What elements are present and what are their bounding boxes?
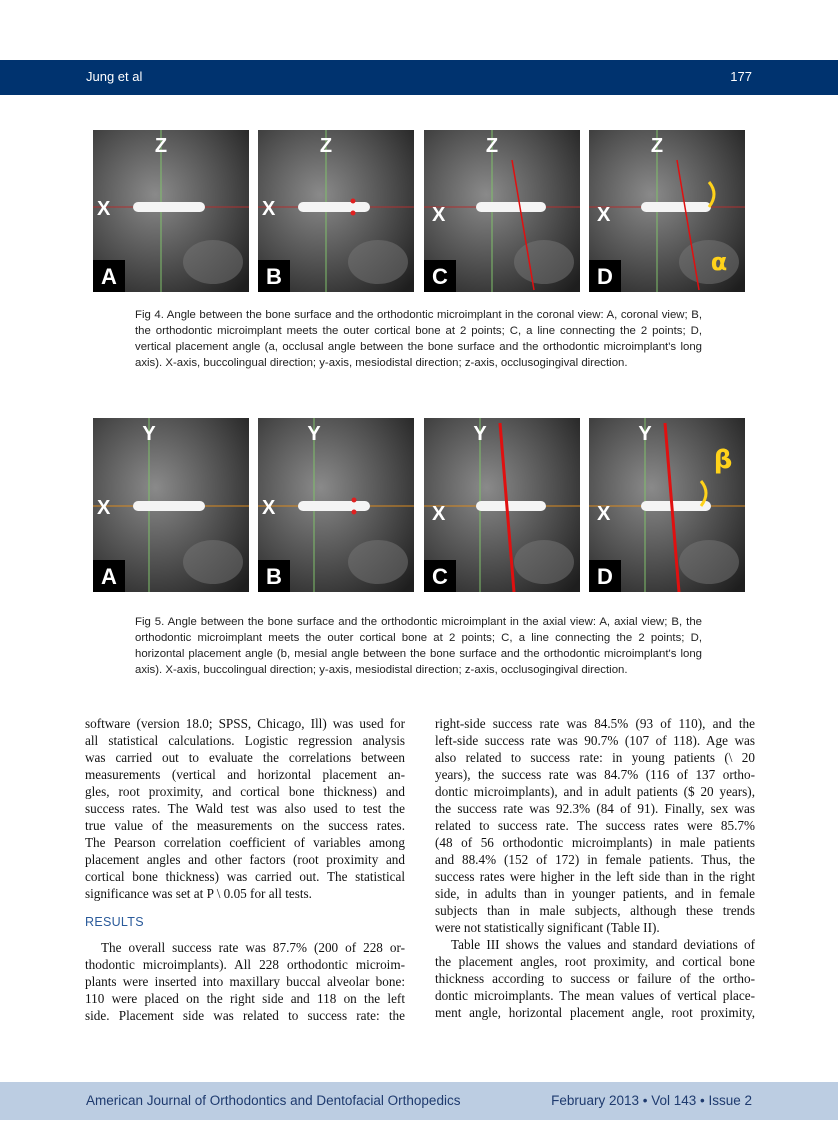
figure-panel [258, 130, 414, 292]
text-line: thodontic microimplants). All 228 orthodontic microim- [85, 957, 405, 972]
text-line: success rates. The Wald test was also used to test the [85, 801, 405, 816]
figure-panel [424, 130, 580, 292]
svg-text:C: C [431, 264, 448, 289]
text-line: were not statistically significant (Table II). [435, 920, 660, 935]
text-line: the success rate was 92.3% (84 of 91). Finally, sex was [435, 801, 755, 816]
text-line: thickness according to success or failure of the ortho- [435, 971, 755, 986]
svg-text:X: X [262, 497, 276, 519]
svg-text:Z: Z [154, 135, 168, 157]
svg-text:Z: Z [320, 135, 333, 157]
svg-text:Z: Z [650, 135, 664, 157]
text-line: dontic microimplants. The mean values of vertical place- [435, 988, 755, 1003]
figure-panel [589, 418, 745, 592]
figure-panel [424, 418, 580, 592]
journal-name: American Journal of Orthodontics and Dentofacial Orthopedics [86, 1093, 461, 1108]
right-column [435, 715, 755, 1021]
svg-text:D: D [597, 564, 613, 589]
running-title: Jung et al [86, 69, 143, 84]
svg-text:A: A [101, 564, 117, 589]
text-line: right-side success rate was 84.5% (93 of 110), and the [435, 716, 755, 731]
text-line: subjects than in male subjects, although these trends [435, 903, 755, 918]
page-number: 177 [730, 69, 752, 84]
text-line: (48 of 56 orthodontic microimplants) in male patients [435, 835, 755, 850]
text-line: side, in adults than in younger patients, and in female [435, 886, 755, 901]
svg-text:β: β [713, 445, 733, 475]
text-line: all statistical calculations. Logistic regression analysis [85, 733, 405, 748]
text-line: plants were inserted into maxillary buccal alveolar bone: [85, 974, 405, 989]
svg-text:B: B [266, 564, 283, 589]
left-column [85, 715, 405, 1024]
text-line: success rates were higher in the left side than in the right [435, 869, 755, 884]
text-line: Table III shows the values and standard deviations of [451, 937, 755, 952]
text-line: software (version 18.0; SPSS, Chicago, Ill) was used for [85, 716, 405, 731]
text-line: left-side success rate was 90.7% (107 of 118). Age was [435, 733, 755, 748]
text-line: 110 were placed on the right side and 118 on the left [85, 991, 405, 1006]
svg-text:X: X [431, 204, 445, 226]
footer [0, 1082, 838, 1120]
text-line: significance was set at P \ 0.05 for all tests. [85, 886, 312, 901]
text-line: related to success rate. The success rates were 85.7% [435, 818, 755, 833]
text-line: dontic microimplants), and in adult patients ($ 20 years), [435, 784, 755, 799]
running-header [0, 60, 838, 95]
text-line: side. Placement side was related to success rate: the [85, 1008, 405, 1023]
svg-text:A: A [101, 264, 117, 289]
text-line: gles, root proximity, and cortical bone thickness) and [85, 784, 405, 799]
text-line: was carried out to evaluate the correlations between [85, 750, 405, 765]
figure-4-panels [93, 130, 745, 292]
svg-text:X: X [97, 198, 111, 220]
svg-text:Y: Y [472, 423, 487, 445]
text-line: The Pearson correlation coefficient of variables among [85, 835, 405, 850]
figure-panel [93, 418, 249, 592]
svg-text:X: X [596, 204, 611, 226]
svg-text:Z: Z [485, 135, 498, 157]
text-line: and 88.4% (152 of 172) in female patients. Thus, the [435, 852, 755, 867]
text-line: true value of the measurements on the success rates. [85, 818, 405, 833]
svg-text:Y: Y [638, 423, 652, 445]
figure-5-caption: Fig 5. Angle between the bone surface and the orthodontic microimplant in the axial view: A, axial view; B, the orthodontic microimplant meets the outer cortical bone at 2 points; C, a line connecting the 2 points; D, horizontal placement angle (b, mesial angle between the bone surface and the orthodontic microimplant's long axis). X-axis, buccolingual direction; y-axis, mesiodistal direction; z-axis, occlusogingival direction. [135, 616, 702, 676]
text-line: placement angles and other factors (root proximity and [85, 852, 405, 867]
text-line: measurements (vertical and horizontal placement an- [85, 767, 405, 782]
figure-5-panels [93, 418, 745, 592]
figure-panel [589, 130, 745, 292]
svg-text:X: X [262, 198, 276, 220]
text-line: also related to success rate: in young patients (\ 20 [435, 750, 755, 765]
svg-text:Y: Y [142, 423, 156, 445]
issue-info: February 2013 • Vol 143 • Issue 2 [551, 1093, 752, 1108]
figure-panel [258, 418, 414, 592]
section-heading-results: RESULTS [85, 915, 144, 929]
text-line: ment angle, horizontal placement angle, root proximity, [435, 1005, 755, 1020]
svg-text:X: X [97, 497, 111, 519]
svg-text:α: α [710, 248, 728, 276]
svg-text:B: B [266, 264, 283, 289]
svg-text:X: X [596, 503, 611, 525]
figure-4-caption: Fig 4. Angle between the bone surface and the orthodontic microimplant in the coronal view: A, coronal view; B, the orthodontic microimplant meets the outer cortical bone at 2 points; C, a line connecting the 2 points; D, vertical placement angle (a, occlusal angle between the bone surface and the orthodontic microimplant's long axis). X-axis, buccolingual direction; y-axis, mesiodistal direction; z-axis, occlusogingival direction. [135, 309, 702, 369]
svg-text:D: D [597, 264, 613, 289]
text-line: the placement angles, root proximity, and cortical bone [435, 954, 755, 969]
svg-text:X: X [431, 503, 445, 525]
text-line: years), the success rate was 84.7% (116 of 137 ortho- [435, 767, 755, 782]
svg-text:Y: Y [307, 423, 321, 445]
text-line: cortical bone thickness) was carried out. The statistical [85, 869, 405, 884]
figure-panel [93, 130, 249, 292]
text-line: The overall success rate was 87.7% (200 of 228 or- [101, 940, 405, 955]
svg-text:C: C [431, 564, 448, 589]
